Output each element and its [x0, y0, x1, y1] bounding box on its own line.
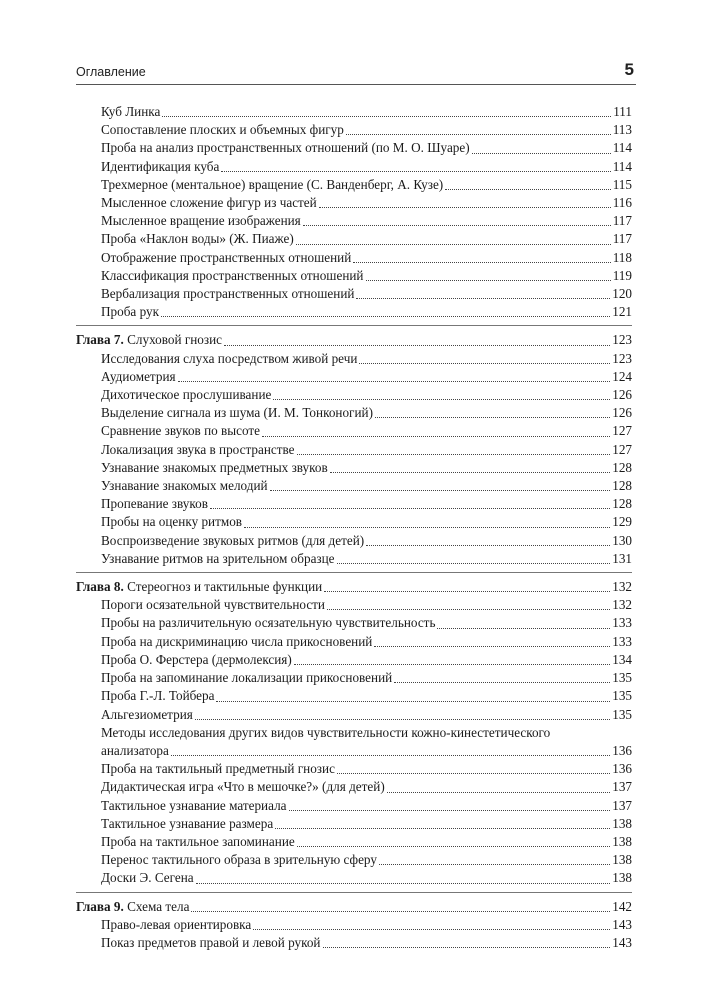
- entry-title: Исследования слуха посредством живой речи: [101, 350, 358, 366]
- leader-dots: [353, 262, 610, 263]
- toc-entry[interactable]: [76, 778, 632, 796]
- leader-dots: [296, 244, 611, 245]
- leader-dots: [324, 591, 610, 592]
- entry-page: 133: [612, 615, 632, 631]
- toc-entry[interactable]: [76, 404, 632, 422]
- leader-dots: [445, 189, 611, 190]
- toc-entry[interactable]: [76, 368, 632, 386]
- entry-title: Проба «Наклон воды» (Ж. Пиаже): [101, 231, 294, 247]
- entry-title: Пробы на оценку ритмов: [101, 514, 243, 530]
- leader-dots: [289, 810, 611, 811]
- entry-page: 138: [612, 852, 632, 868]
- leader-dots: [273, 399, 610, 400]
- toc-entry[interactable]: [76, 422, 632, 440]
- leader-dots: [437, 628, 610, 629]
- entry-page: 124: [612, 368, 632, 384]
- chapter-page: 142: [612, 898, 632, 914]
- leader-dots: [191, 911, 610, 912]
- entry-page: 127: [612, 441, 632, 457]
- entry-title: Дидактическая игра «Что в мешочке?» (для детей): [101, 779, 385, 795]
- toc-entry[interactable]: [76, 760, 632, 778]
- leader-dots: [379, 864, 610, 865]
- entry-title: Локализация звука в пространстве: [101, 441, 295, 457]
- leader-dots: [244, 527, 610, 528]
- entry-title: Аудиометрия: [101, 368, 176, 384]
- entry-page: 135: [612, 706, 632, 722]
- entry-page: 128: [612, 478, 632, 494]
- entry-page: 118: [612, 249, 632, 265]
- entry-title: Альгезиометрия: [101, 706, 193, 722]
- entry-page: 135: [612, 688, 632, 704]
- toc-entry[interactable]: [76, 495, 632, 513]
- entry-title: Мысленное сложение фигур из частей: [101, 195, 317, 211]
- leader-dots: [346, 134, 611, 135]
- entry-page: 126: [612, 405, 632, 421]
- leader-dots: [210, 508, 610, 509]
- entry-title: Проба рук: [101, 304, 159, 320]
- entry-page: 129: [612, 514, 632, 530]
- toc-entry[interactable]: [76, 669, 632, 687]
- toc-entry[interactable]: [76, 916, 632, 934]
- toc-entry[interactable]: [76, 121, 632, 139]
- leader-dots: [472, 153, 611, 154]
- entry-page: 130: [612, 532, 632, 548]
- leader-dots: [224, 345, 610, 346]
- entry-title: Пропевание звуков: [101, 496, 208, 512]
- toc-entry[interactable]: [76, 706, 632, 724]
- table-of-contents: [76, 103, 632, 952]
- entry-page: 120: [612, 286, 632, 302]
- chapter-label: Глава 7.: [76, 332, 124, 348]
- toc-entry[interactable]: [76, 139, 632, 157]
- leader-dots: [178, 381, 611, 382]
- entry-title: Перенос тактильного образа в зрительную сферу: [101, 852, 377, 868]
- leader-dots: [337, 773, 610, 774]
- entry-title: Показ предметов правой и левой рукой: [101, 934, 321, 950]
- toc-entry[interactable]: [76, 230, 632, 248]
- toc-entry[interactable]: [76, 532, 632, 550]
- leader-dots: [275, 828, 610, 829]
- chapter-title: Стереогноз и тактильные функции: [127, 579, 323, 595]
- entry-page: 132: [612, 597, 632, 613]
- entry-page: 111: [613, 104, 632, 119]
- toc-entry[interactable]: [76, 303, 632, 321]
- entry-page: 121: [612, 304, 632, 320]
- entry-title: Проба на анализ пространственных отношений (по М. О. Шуаре): [101, 140, 470, 156]
- toc-entry[interactable]: [76, 285, 632, 303]
- toc-entry[interactable]: [76, 103, 632, 121]
- leader-dots: [253, 929, 610, 930]
- entry-page: 115: [612, 176, 632, 192]
- running-title: Оглавление: [76, 65, 146, 79]
- leader-dots: [171, 755, 610, 756]
- toc-entry[interactable]: [76, 212, 632, 230]
- entry-title: Трехмерное (ментальное) вращение (С. Ванденберг, А. Кузе): [101, 176, 444, 192]
- leader-dots: [366, 280, 611, 281]
- toc-chapter-8[interactable]: [76, 578, 632, 596]
- toc-entry[interactable]: [76, 633, 632, 651]
- leader-dots: [297, 846, 610, 847]
- leader-dots: [366, 545, 610, 546]
- toc-entry[interactable]: [76, 614, 632, 632]
- toc-entry[interactable]: [76, 687, 632, 705]
- entry-title: Узнавание ритмов на зрительном образце: [101, 550, 335, 566]
- entry-title: Проба на запоминание локализации прикосновений: [101, 670, 393, 686]
- entry-page: 128: [612, 459, 632, 475]
- toc-entry[interactable]: [76, 513, 632, 531]
- entry-page: 128: [612, 496, 632, 512]
- entry-title: Узнавание знакомых предметных звуков: [101, 459, 328, 475]
- leader-dots: [161, 316, 610, 317]
- toc-entry[interactable]: [76, 386, 632, 404]
- toc-entry[interactable]: [76, 869, 632, 887]
- chapter-divider: [76, 572, 632, 573]
- toc-entry-wrapped[interactable]: [76, 724, 632, 760]
- entry-page: 138: [612, 870, 632, 886]
- leader-dots: [294, 664, 610, 665]
- entry-page: 126: [612, 387, 632, 403]
- toc-entry[interactable]: [76, 267, 632, 285]
- entry-title: Классификация пространственных отношений: [101, 267, 364, 283]
- entry-title: Отображение пространственных отношений: [101, 249, 352, 265]
- entry-page: 138: [612, 815, 632, 831]
- entry-title: Проба О. Ферстера (дермолексия): [101, 651, 292, 667]
- entry-title: Проба на тактильное запоминание: [101, 833, 295, 849]
- leader-dots: [359, 363, 610, 364]
- entry-page: 138: [612, 833, 632, 849]
- entry-title: Дихотическое прослушивание: [101, 387, 272, 403]
- entry-title: Тактильное узнавание размера: [101, 815, 274, 831]
- entry-title: Право-левая ориентировка: [101, 916, 252, 932]
- chapter-page: 132: [612, 579, 632, 595]
- entry-title: Узнавание знакомых мелодий: [101, 478, 268, 494]
- toc-entry[interactable]: [76, 441, 632, 459]
- leader-dots: [270, 490, 611, 491]
- entry-page: 143: [612, 934, 632, 950]
- leader-dots: [323, 947, 611, 948]
- chapter-heading: [76, 898, 189, 916]
- leader-dots: [196, 883, 611, 884]
- page-number: 5: [624, 60, 634, 79]
- chapter-title: Слуховой гнозис: [127, 332, 223, 348]
- leader-dots: [394, 682, 610, 683]
- toc-entry[interactable]: [76, 477, 632, 495]
- entry-title: Идентификация куба: [101, 158, 220, 174]
- leader-dots: [356, 298, 610, 299]
- toc-entry[interactable]: [76, 934, 632, 952]
- entry-title: Выделение сигнала из шума (И. М. Тонконогий): [101, 405, 373, 421]
- entry-page: 117: [612, 231, 632, 247]
- toc-entry[interactable]: [76, 176, 632, 194]
- entry-page: 114: [612, 158, 632, 174]
- entry-page: 133: [612, 633, 632, 649]
- entry-title: Воспроизведение звуковых ритмов (для детей): [101, 532, 365, 548]
- leader-dots: [162, 116, 611, 117]
- entry-page: 127: [612, 423, 632, 439]
- entry-title-line1: Методы исследования других видов чувствительности кожно-кинестетического: [101, 724, 551, 740]
- leader-dots: [216, 701, 610, 702]
- entry-title: Куб Линка: [101, 104, 161, 119]
- toc-entry[interactable]: [76, 815, 632, 833]
- chapter-title: Схема тела: [127, 898, 190, 914]
- toc-chapter-9[interactable]: [76, 898, 632, 916]
- entry-page: 117: [612, 213, 632, 229]
- leader-dots: [262, 436, 610, 437]
- leader-dots: [375, 417, 610, 418]
- toc-entry[interactable]: [76, 350, 632, 368]
- entry-title: Мысленное вращение изображения: [101, 213, 301, 229]
- leader-dots: [327, 609, 610, 610]
- toc-entry[interactable]: [76, 249, 632, 267]
- leader-dots: [319, 207, 611, 208]
- entry-page: 113: [612, 122, 632, 138]
- leader-dots: [387, 792, 610, 793]
- entry-page: 119: [612, 267, 632, 283]
- toc-entry[interactable]: [76, 158, 632, 176]
- toc-entry[interactable]: [76, 550, 632, 568]
- entry-page: 143: [612, 916, 632, 932]
- toc-entry[interactable]: [76, 596, 632, 614]
- toc-entry[interactable]: [76, 851, 632, 869]
- entry-title: Проба на дискриминацию числа прикосновений: [101, 633, 373, 649]
- entry-title: Проба Г.-Л. Тойбера: [101, 688, 215, 704]
- chapter-label: Глава 9.: [76, 898, 124, 914]
- entry-title: Сопоставление плоских и объемных фигур: [101, 122, 344, 138]
- chapter-heading: [76, 331, 222, 349]
- entry-page: 134: [612, 651, 632, 667]
- leader-dots: [221, 171, 610, 172]
- leader-dots: [303, 225, 611, 226]
- chapter-label: Глава 8.: [76, 579, 124, 595]
- leader-dots: [195, 719, 610, 720]
- entry-title-line2: анализатора: [101, 742, 169, 758]
- leader-dots: [374, 646, 610, 647]
- entry-title: Пороги осязательной чувствительности: [101, 597, 325, 613]
- toc-chapter-7[interactable]: [76, 331, 632, 349]
- entry-page: 114: [612, 140, 632, 156]
- chapter-divider: [76, 325, 632, 326]
- chapter-heading: [76, 578, 322, 596]
- toc-entry[interactable]: [76, 194, 632, 212]
- chapter-page: 123: [612, 332, 632, 348]
- entry-page: 116: [612, 195, 632, 211]
- leader-dots: [297, 454, 611, 455]
- toc-entry[interactable]: [76, 797, 632, 815]
- entry-title: Пробы на различительную осязательную чувствительность: [101, 615, 436, 631]
- chapter-divider: [76, 892, 632, 893]
- entry-title: Проба на тактильный предметный гнозис: [101, 761, 335, 777]
- entry-page: 136: [612, 742, 632, 758]
- entry-page: 123: [612, 350, 632, 366]
- entry-title: Вербализация пространственных отношений: [101, 286, 355, 302]
- entry-page: 137: [612, 797, 632, 813]
- entry-title: Тактильное узнавание материала: [101, 797, 287, 813]
- entry-page: 135: [612, 670, 632, 686]
- entry-page: 131: [612, 550, 632, 566]
- page-header: [76, 60, 636, 85]
- entry-page: 137: [612, 779, 632, 795]
- entry-title: Сравнение звуков по высоте: [101, 423, 261, 439]
- toc-entry[interactable]: [76, 651, 632, 669]
- entry-title: Доски Э. Сегена: [101, 870, 194, 886]
- entry-page: 136: [612, 761, 632, 777]
- leader-dots: [330, 472, 611, 473]
- toc-entry[interactable]: [76, 459, 632, 477]
- leader-dots: [337, 563, 611, 564]
- toc-entry[interactable]: [76, 833, 632, 851]
